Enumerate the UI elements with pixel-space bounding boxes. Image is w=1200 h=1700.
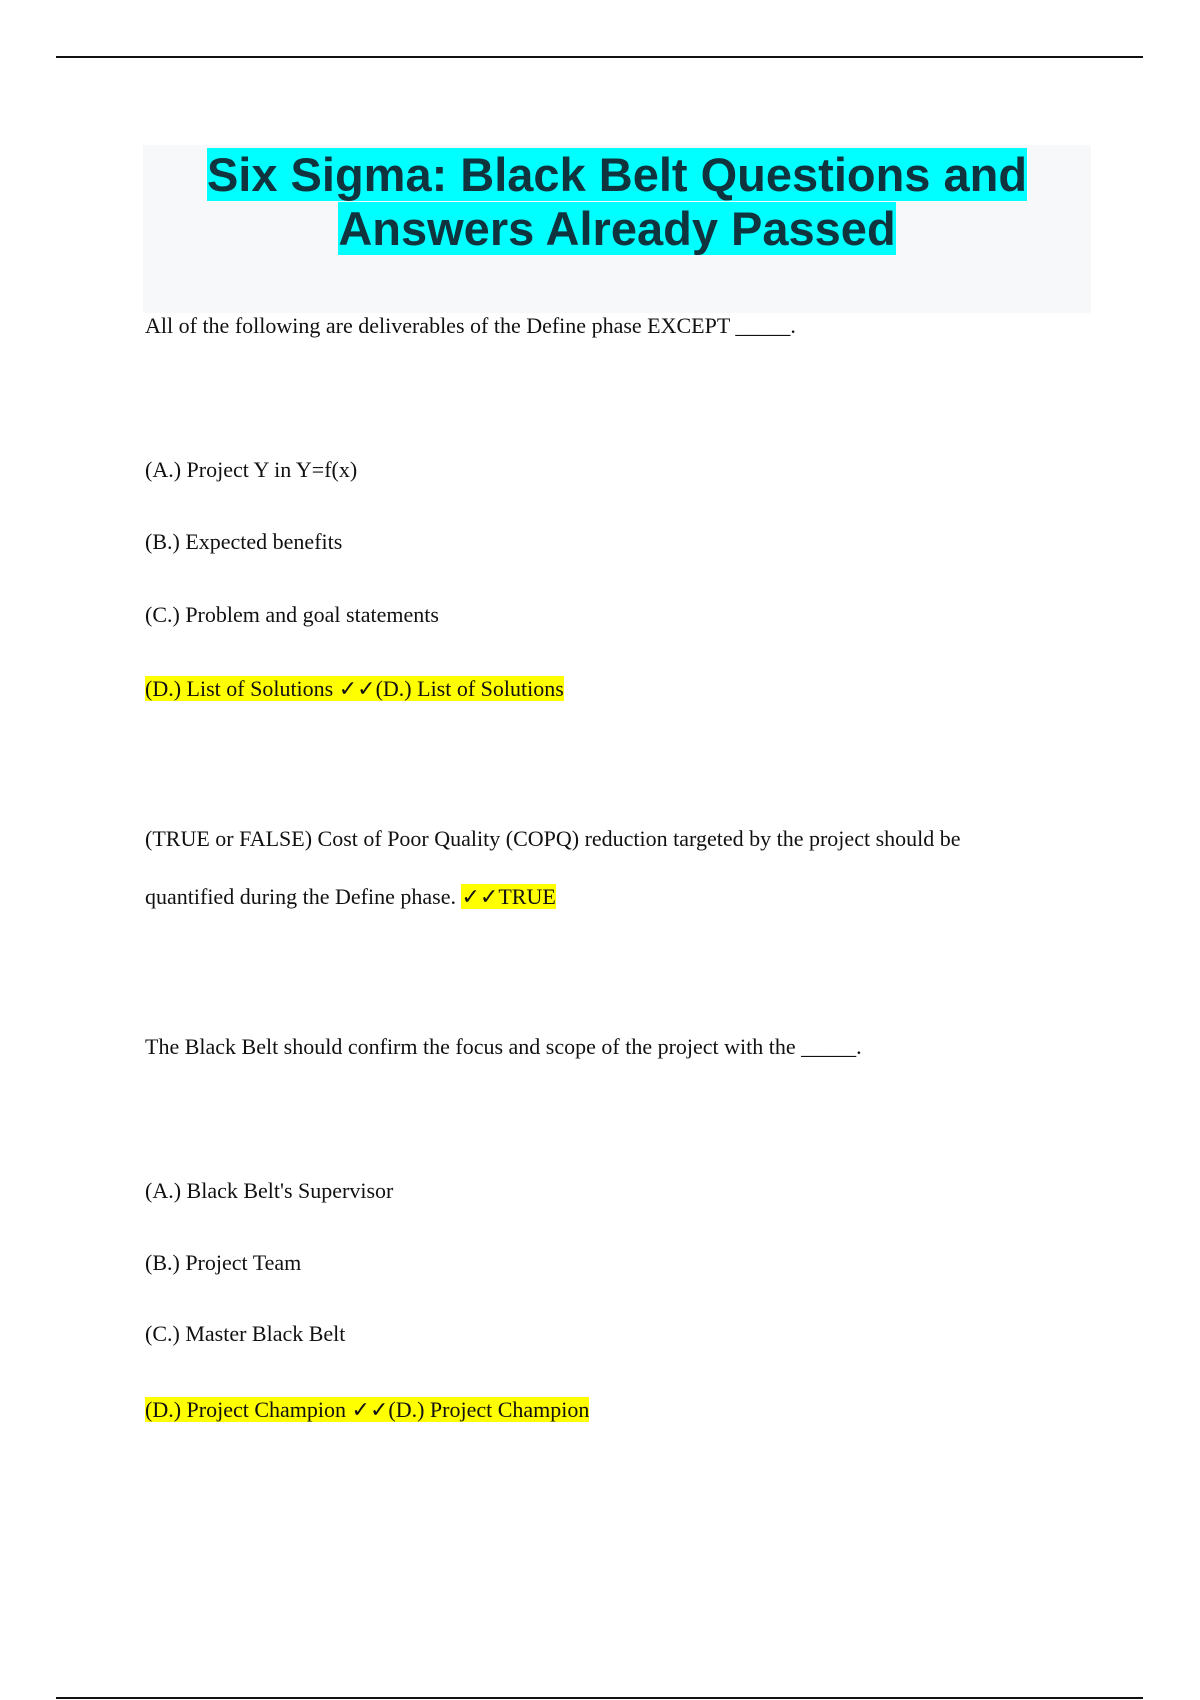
title-text-1: Six Sigma: Black Belt Questions and — [206, 148, 1028, 201]
question-1-option-a: (A.) Project Y in Y=f(x) — [145, 457, 358, 482]
question-2-prompt-line-2 — [145, 882, 556, 912]
title-block — [143, 145, 1091, 313]
question-3-option-a: (A.) Black Belt's Supervisor — [145, 1178, 394, 1203]
title-text-2: Answers Already Passed — [338, 202, 896, 255]
question-3-answer-line — [145, 1395, 589, 1425]
question-3-prompt: The Black Belt should confirm the focus and scope of the project with the _____. — [145, 1034, 862, 1059]
question-3-option-c: (C.) Master Black Belt — [145, 1321, 346, 1346]
title-line-1 — [143, 148, 1091, 202]
question-2-prompt-line-1: (TRUE or FALSE) Cost of Poor Quality (COPQ) reduction targeted by the project should be — [145, 826, 961, 851]
bottom-rule — [56, 1697, 1143, 1699]
question-1-option-b: (B.) Expected benefits — [145, 529, 343, 554]
title-line-2 — [143, 202, 1091, 256]
question-1-answer: (D.) List of Solutions ✓✓(D.) List of Solutions — [145, 676, 564, 701]
question-3-answer: (D.) Project Champion ✓✓(D.) Project Champion — [145, 1397, 590, 1422]
question-1-option-c: (C.) Problem and goal statements — [145, 602, 439, 627]
question-2-answer: ✓✓TRUE — [461, 884, 556, 909]
question-1-prompt: All of the following are deliverables of the Define phase EXCEPT _____. — [145, 313, 796, 338]
question-2-prompt-text: quantified during the Define phase. — [145, 884, 456, 909]
question-3-option-b: (B.) Project Team — [145, 1250, 302, 1275]
top-rule — [56, 56, 1143, 58]
question-1-answer-line — [145, 674, 564, 704]
